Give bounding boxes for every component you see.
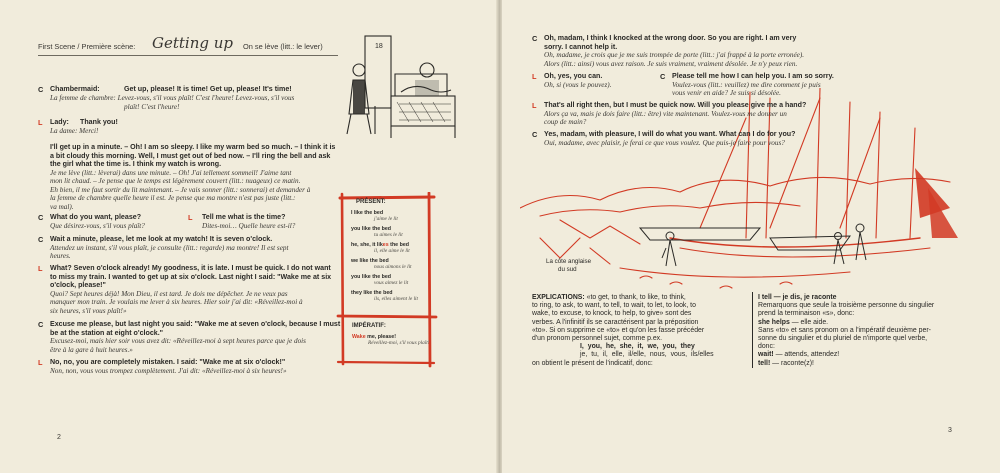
speaker-label: Lady: — [50, 118, 69, 126]
dialogue-fr: coup de main? — [544, 118, 587, 126]
illustration-caption: du sud — [558, 266, 577, 273]
right-page — [502, 0, 1000, 473]
dialogue-en: Excuse me please, but last night you said: "Wake me at seven o'clock, because I must — [50, 320, 341, 328]
speaker-marker: C — [660, 72, 666, 81]
speaker-marker: L — [188, 213, 193, 222]
conjugation-fr: j'aime le lit — [374, 216, 398, 222]
dialogue-fr: manquer mon train. Je voulais me lever à six heures. Hier soir j'ai dit: «Réveillez-moi à — [50, 298, 303, 307]
dialogue-fr: Excusez-moi, mais hier soir vous avez dit: «Réveillez-moi à sept heures parce que je dois — [50, 337, 306, 346]
dialogue-en: Yes, madam, with pleasure, I will do what you want. What can I do for you? — [544, 130, 796, 138]
tell-example: I tell — je dis, je raconte — [758, 294, 837, 301]
conjugation-row: you like the bed — [351, 226, 392, 232]
dialogue-en: Get up, please! It is time! Get up, please! It's time! — [124, 85, 292, 93]
illustration-caption: La côte anglaise — [546, 258, 592, 265]
dialogue-en: Please tell me how I can help you. I am so sorry. — [672, 72, 834, 80]
dialogue-fr: la femme de chambre quelle heure il est. Je pense que ma montre n'est pas juste (litt.: — [50, 194, 296, 203]
scene-header-label: First Scene / Première scène: — [38, 42, 136, 51]
conjugation-row: I like the bed — [351, 210, 384, 216]
maid-head — [353, 64, 365, 76]
dialogue-fr: va mal). — [50, 202, 74, 211]
dialogue-fr: plaît! C'est l'heure! — [124, 103, 180, 111]
speaker-marker: L — [38, 264, 43, 273]
dialogue-fr: six heures, s'il vous plaît!» — [50, 306, 127, 315]
conjugation-row: they like the bed — [351, 290, 393, 296]
header-rule — [38, 55, 338, 56]
dialogue-fr: Oh, madame, je crois que je me suis trompée de porte (litt.: j'ai frappé à la porte erronée). — [544, 51, 805, 60]
pronouns-en: I, you, he, she, it, we, you, they — [580, 343, 695, 351]
conjugation-fr: nous aimons le lit — [374, 264, 412, 270]
pronouns-fr: je, tu, il, elle, il/elle, nous, vous, ils/elles — [580, 351, 714, 359]
rule-line: prend la terminaison «s», donc: — [758, 310, 855, 318]
dialogue-fr: Quoi? Sept heures déjà! Mon Dieu, il est tard. Je dois me dépêcher. Je ne veux pas — [50, 289, 288, 298]
explications-line: d'un pronom personnel sujet, comme p.ex. — [532, 335, 663, 342]
speaker-marker: C — [532, 130, 538, 139]
speaker-marker: C — [38, 320, 44, 329]
rule-line: Sans «to» et sans pronom on a l'impératif deuxième per- — [758, 326, 931, 334]
explications-line: on obtient le présent de l'indicatif, donc: — [532, 359, 653, 367]
dialogue-fr: La dame: Merci! — [50, 127, 99, 135]
conjugation-row: you like the bed — [351, 274, 392, 280]
bedroom-illustration — [335, 34, 463, 146]
explications-text: EXPLICATIONS: «to get, to thank, to like, to think, — [532, 294, 686, 301]
dialogue-fr: Alors (litt.: ainsi) vous avez raison. Je suis vraiment, vraiment désolée. Je n'y peux rien. — [544, 59, 798, 68]
helps-example: she helps — elle aide. — [758, 318, 829, 326]
explications-line: wake, to excuse, to knock, to help, to give» sont des — [532, 310, 692, 318]
rule-line: sonne du singulier et du pluriel de n'importe quel verbe, — [758, 335, 928, 342]
dialogue-en: Oh, yes, you can. — [544, 72, 603, 80]
dialogue-fr: Oui, madame, avec plaisir, je ferai ce que vous voulez. Que puis-je faire pour vous? — [544, 138, 785, 147]
page-number: 2 — [57, 434, 61, 441]
lady-head — [420, 63, 434, 77]
dialogue-en: What? Seven o'clock already! My goodness, it is late. I must be quick. I do not want — [50, 264, 331, 272]
dialogue-en: That's all right then, but I must be quick now. Will you please give me a hand? — [544, 101, 807, 109]
dialogue-fr: Oh, si (vous le pouvez). — [544, 80, 612, 89]
dialogue-fr: Dites-moi… Quelle heure est-il? — [202, 221, 296, 230]
imperatif-fr: Réveillez-moi, s'il vous plaît! — [368, 340, 430, 346]
dialogue-en: I'll get up in a minute. – Oh! I am so sleepy. I like my warm bed so much. – I think it is — [50, 143, 336, 151]
dialogue-fr: Voulez-vous (litt.: veuillez) me dire comment je puis — [672, 80, 821, 89]
dialogue-fr: Eh bien, il me faut sortir du lit maintenant. – Je vais sonner (litt.: sonnerai) et demander à — [50, 185, 311, 194]
explications-line: verbes. A l'infinitif ils se caractérisent par la préposition — [532, 318, 699, 326]
dialogue-fr: vous venir en aide? Je suis si désolée. — [672, 89, 781, 97]
speaker-marker: L — [532, 72, 537, 81]
dialogue-fr: Attendez un instant, s'il vous plaît, je consulte (litt.: regarde) ma montre! Il est sept — [50, 243, 289, 252]
rule-line: Remarquons que seule la troisième personne du singulier — [758, 302, 935, 310]
speaker-marker: C — [38, 85, 44, 94]
grammar-present-title: PRÉSENT: — [356, 199, 386, 205]
dialogue-en: the girl what the time is. I think my watch is wrong. — [50, 160, 222, 169]
speaker-marker: C — [532, 34, 538, 43]
column-divider — [752, 292, 753, 368]
tell-imperative-example: tell! — raconte(z)! — [758, 359, 814, 367]
dialogue-en: Thank you! — [80, 118, 118, 126]
dialogue-fr: La femme de chambre: Levez-vous, s'il vous plaît! C'est l'heure! Levez-vous, s'il vous — [50, 94, 295, 102]
explications-line: to ring, to ask, to want, to tell, to wait, to let, to look, to — [532, 302, 696, 310]
dialogue-en: sorry. I cannot help it. — [544, 42, 618, 51]
left-page — [0, 0, 498, 473]
svg-text:18: 18 — [375, 43, 383, 50]
imperatif-example: Wake me, please! — [352, 334, 396, 340]
dialogue-fr: Je me lève (litt.: lèverai) dans une minute. – Oh! J'ai tellement sommeil! J'aime tant — [50, 169, 292, 177]
dialogue-fr: heures. — [50, 252, 71, 260]
scene-subtitle: On se lève (litt.: le lever) — [243, 42, 323, 51]
dialogue-fr: mon lit chaud. – Je pense que le temps est légèrement couvert (litt.: nuageux) ce matin. — [50, 177, 301, 186]
dialogue-en: No, no, you are completely mistaken. I said: "Wake me at six o'clock!" — [50, 358, 286, 366]
dialogue-fr: Alors ça va, mais je dois faire (litt.: être) vite maintenant. Voulez-vous me donner un — [544, 109, 787, 118]
dialogue-en: Oh, madam, I think I knocked at the wrong door. So you are right. I am very — [544, 34, 797, 42]
speaker-marker: L — [38, 118, 43, 127]
dialogue-en: a bit cloudy this morning. Well, I must get out of bed now. – I'll ring the bell and ask — [50, 151, 331, 160]
speaker-marker: C — [38, 235, 44, 244]
speaker-marker: L — [532, 101, 537, 110]
dialogue-en: be at the station at eight o'clock." — [50, 328, 164, 337]
dialogue-fr: être à la gare à huit heures.» — [50, 345, 133, 354]
conjugation-row: we like the bed — [351, 258, 389, 264]
conjugation-fr: tu aimes le lit — [374, 232, 403, 238]
dialogue-fr: Que désirez-vous, s'il vous plaît? — [50, 221, 145, 230]
rule-line: donc: — [758, 343, 775, 351]
page-number: 3 — [948, 427, 952, 434]
speaker-marker: C — [38, 213, 44, 222]
explications-title: EXPLICATIONS: — [532, 294, 585, 301]
conjugation-row: he, she, it likes the bed — [351, 242, 410, 248]
speaker-marker: L — [38, 358, 43, 367]
scene-title: Getting up — [152, 34, 234, 52]
dialogue-en: What do you want, please? — [50, 213, 142, 221]
speaker-label: Chambermaid: — [50, 85, 100, 93]
conjugation-fr: il, elle aime le lit — [374, 248, 410, 254]
dialogue-en: Tell me what is the time? — [202, 213, 286, 221]
dialogue-en: o'clock, please!" — [50, 281, 106, 290]
explications-line: «to». Si on supprime ce «to» et qu'on les fasse précéder — [532, 326, 705, 334]
conjugation-fr: vous aimez le lit — [374, 280, 409, 286]
wait-example: wait! — attends, attendez! — [758, 351, 840, 359]
dialogue-en: to miss my train. I wanted to get up at six o'clock. Last night I said: "Wake me at six — [50, 272, 332, 281]
conjugation-fr: ils, elles aiment le lit — [374, 296, 418, 302]
dialogue-en: Wait a minute, please, let me look at my watch! It is seven o'clock. — [50, 235, 273, 243]
grammar-imperatif-title: IMPÉRATIF: — [352, 323, 386, 329]
dialogue-fr: Non, non, vous vous trompez complètement. J'ai dit: «Réveillez-moi à six heures!» — [50, 366, 287, 375]
